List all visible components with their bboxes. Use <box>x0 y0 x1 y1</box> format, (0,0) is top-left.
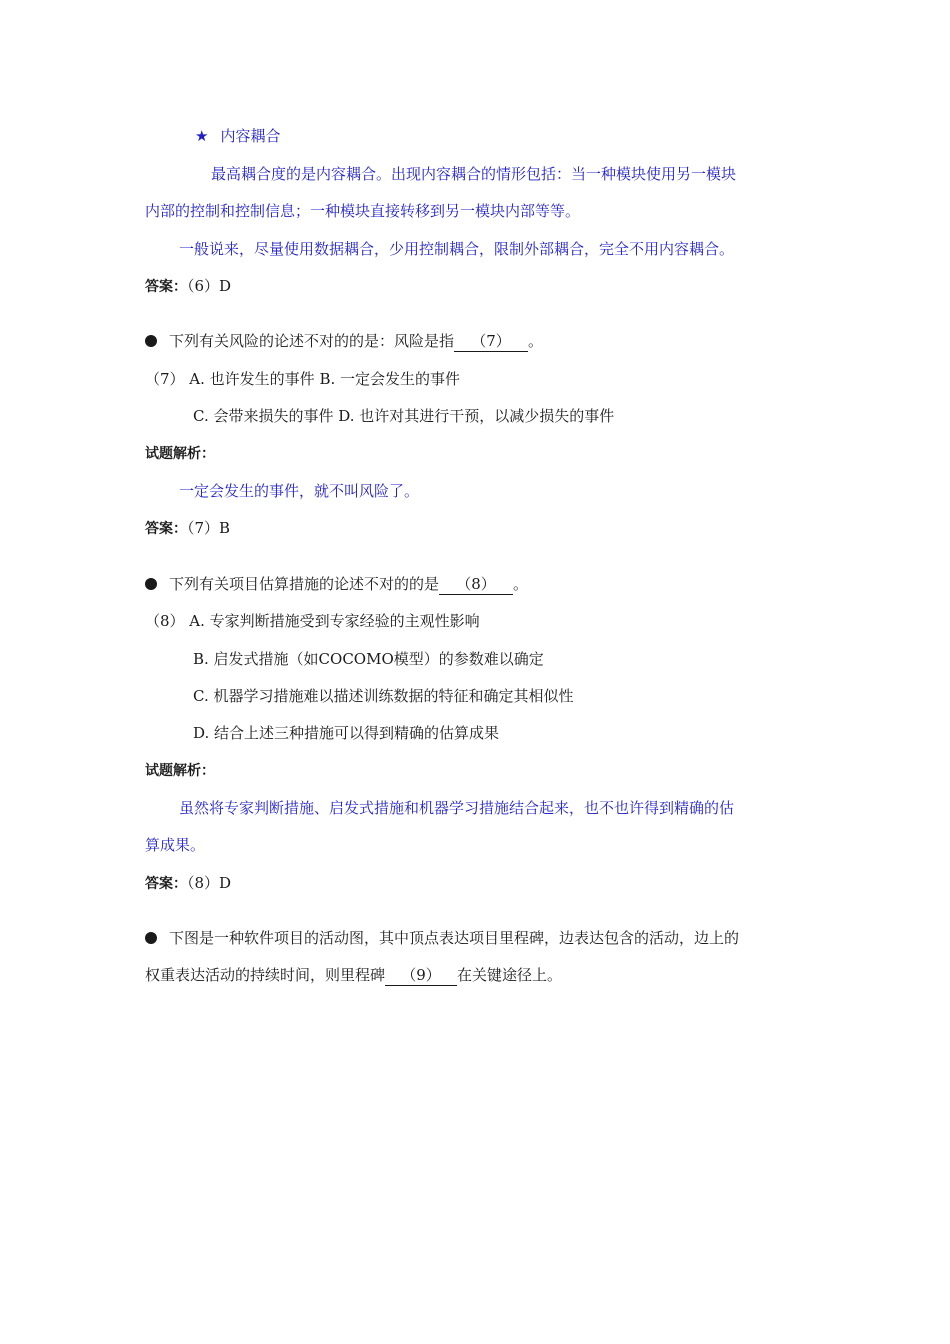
answer-blank: （8） <box>439 574 513 595</box>
question-8-analysis-line2: 算成果。 <box>145 836 206 854</box>
question-7-stem <box>145 331 543 352</box>
stem-prefix: 下列有关项目估算措施的论述不对的的是 <box>169 575 440 593</box>
bullet-icon <box>145 335 157 347</box>
answer-value: （6）D <box>187 277 232 295</box>
heading-text: 内容耦合 <box>220 127 281 145</box>
star-icon: ★ <box>195 127 209 145</box>
bullet-icon <box>145 932 157 944</box>
coupling-summary-paragraph: 一般说来，尽量使用数据耦合，少用控制耦合，限制外部耦合，完全不用内容耦合。 <box>179 240 735 258</box>
stem-prefix: 下列有关风险的论述不对的的是：风险是指 <box>169 332 455 350</box>
question-8-stem <box>145 574 528 595</box>
stem-suffix: 在关键途径上。 <box>457 966 563 984</box>
stem-suffix: 。 <box>528 332 544 350</box>
answer-value: （8）D <box>187 874 232 892</box>
answer-8 <box>145 873 231 894</box>
question-9-stem-line1 <box>145 928 739 948</box>
stem-suffix: 。 <box>513 575 529 593</box>
answer-7 <box>145 518 230 539</box>
question-7-analysis-label: 试题解析： <box>145 446 215 462</box>
answer-6 <box>145 276 231 297</box>
stem-prefix: 权重表达活动的持续时间，则里程碑 <box>145 966 386 984</box>
content-coupling-heading <box>195 126 280 146</box>
question-7-options-line1: （7） A. 也许发生的事件 B. 一定会发生的事件 <box>145 370 461 388</box>
answer-label: 答案： <box>145 876 187 892</box>
question-7-options-line2: C. 会带来损失的事件 D. 也许对其进行干预，以减少损失的事件 <box>193 407 615 425</box>
question-9-stem-line2 <box>145 965 562 986</box>
answer-label: 答案： <box>145 521 187 537</box>
answer-blank: （7） <box>454 331 528 352</box>
answer-blank: （9） <box>385 965 457 986</box>
question-8-option-d: D. 结合上述三种措施可以得到精确的估算成果 <box>193 724 500 742</box>
stem-line1-text: 下图是一种软件项目的活动图，其中顶点表达项目里程碑，边表达包含的活动，边上的 <box>169 929 740 947</box>
question-8-option-b: B. 启发式措施（如COCOMO模型）的参数难以确定 <box>193 650 544 668</box>
question-8-option-c: C. 机器学习措施难以描述训练数据的特征和确定其相似性 <box>193 687 574 705</box>
bullet-icon <box>145 578 157 590</box>
content-coupling-paragraph-line2: 内部的控制和控制信息；一种模块直接转移到另一模块内部等等。 <box>145 202 581 220</box>
question-8-option-a: （8） A. 专家判断措施受到专家经验的主观性影响 <box>145 612 480 630</box>
question-8-analysis-label: 试题解析： <box>145 763 215 779</box>
question-7-analysis: 一定会发生的事件，就不叫风险了。 <box>179 482 420 500</box>
question-8-analysis-line1: 虽然将专家判断措施、启发式措施和机器学习措施结合起来，也不也许得到精确的估 <box>179 799 735 817</box>
content-coupling-paragraph-line1: 最高耦合度的是内容耦合。出现内容耦合的情形包括：当一种模块使用另一模块 <box>211 165 737 183</box>
answer-label: 答案： <box>145 279 187 295</box>
answer-value: （7）B <box>187 519 231 537</box>
